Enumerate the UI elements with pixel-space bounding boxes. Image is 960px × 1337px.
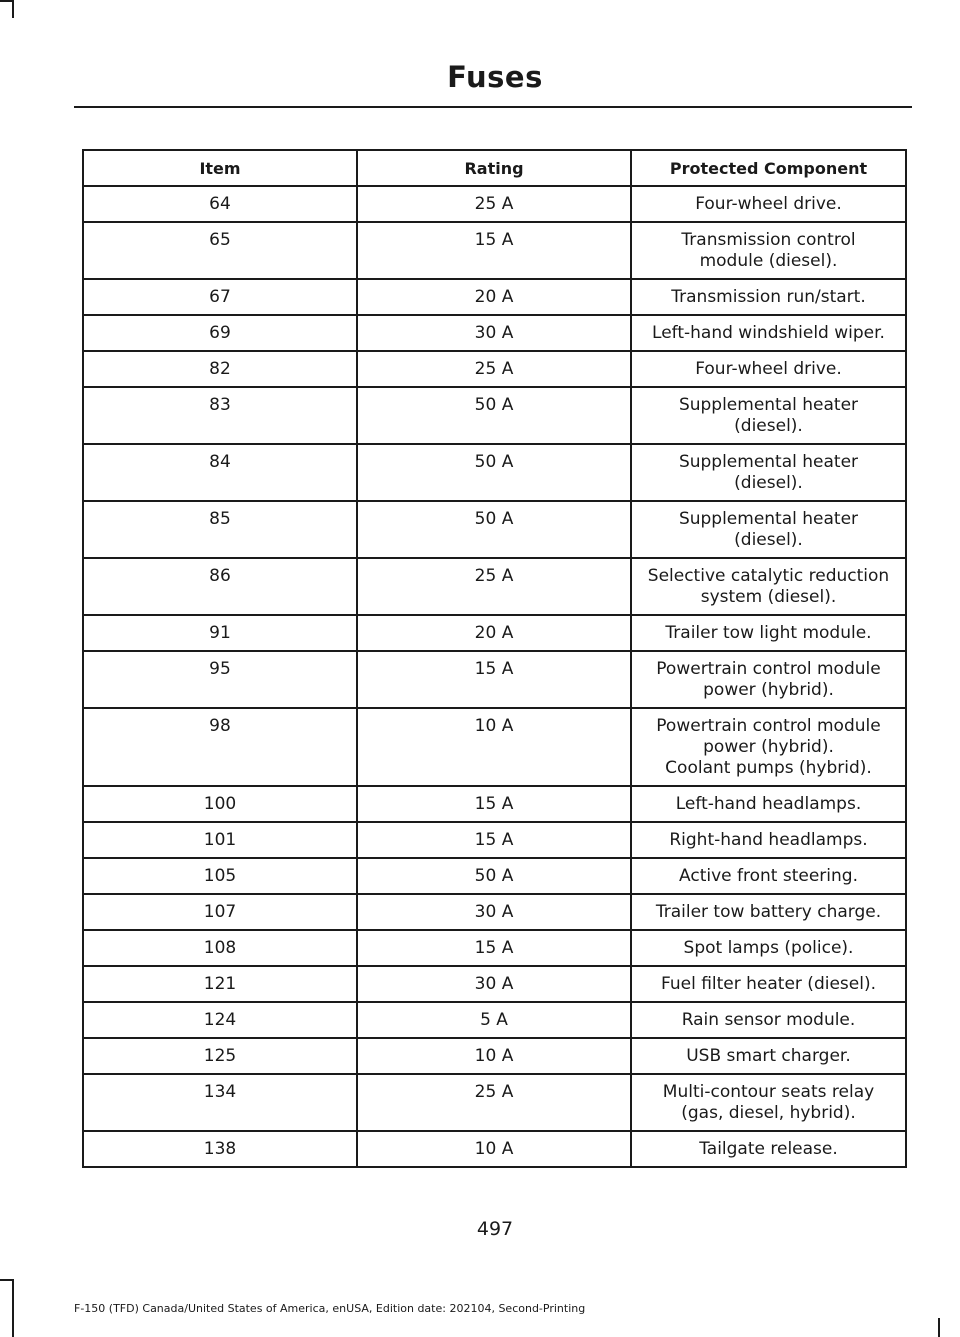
crop-mark-bottom-left-vertical xyxy=(12,1279,14,1337)
table-row xyxy=(83,222,906,279)
table-row xyxy=(83,186,906,222)
cell-rating: 25 A xyxy=(357,1074,631,1131)
cell-rating: 20 A xyxy=(357,279,631,315)
cell-item: 134 xyxy=(83,1074,357,1131)
table-row xyxy=(83,966,906,1002)
cell-item: 67 xyxy=(83,279,357,315)
cell-item: 85 xyxy=(83,501,357,558)
cell-item: 95 xyxy=(83,651,357,708)
cell-protected-component: Powertrain control module power (hybrid). Coolant pumps (hybrid). xyxy=(631,708,906,786)
cell-protected-component: Four-wheel drive. xyxy=(631,351,906,387)
cell-item: 101 xyxy=(83,822,357,858)
table-row xyxy=(83,501,906,558)
cell-item: 69 xyxy=(83,315,357,351)
cell-protected-component: Left-hand windshield wiper. xyxy=(631,315,906,351)
cell-rating: 5 A xyxy=(357,1002,631,1038)
table-row xyxy=(83,444,906,501)
table-row xyxy=(83,351,906,387)
cell-protected-component: Right-hand headlamps. xyxy=(631,822,906,858)
table-row xyxy=(83,786,906,822)
table-row xyxy=(83,894,906,930)
page-title: Fuses xyxy=(447,60,543,94)
cell-protected-component: Trailer tow light module. xyxy=(631,615,906,651)
cell-protected-component: Supplemental heater (diesel). xyxy=(631,387,906,444)
footer-edition-text: F-150 (TFD) Canada/United States of America, enUSA, Edition date: 202104, Second-Printing xyxy=(74,1302,586,1315)
column-header-item: Item xyxy=(83,150,357,186)
cell-item: 86 xyxy=(83,558,357,615)
cell-rating: 15 A xyxy=(357,930,631,966)
cell-rating: 10 A xyxy=(357,1038,631,1074)
cell-rating: 10 A xyxy=(357,708,631,786)
cell-item: 91 xyxy=(83,615,357,651)
cell-rating: 25 A xyxy=(357,186,631,222)
cell-rating: 30 A xyxy=(357,966,631,1002)
cell-rating: 15 A xyxy=(357,651,631,708)
fuse-table-body xyxy=(83,186,906,1167)
cell-item: 84 xyxy=(83,444,357,501)
cell-item: 108 xyxy=(83,930,357,966)
cell-item: 105 xyxy=(83,858,357,894)
cell-rating: 30 A xyxy=(357,315,631,351)
cell-protected-component: Supplemental heater (diesel). xyxy=(631,444,906,501)
table-row xyxy=(83,387,906,444)
table-row xyxy=(83,1131,906,1167)
table-row xyxy=(83,822,906,858)
column-header-rating: Rating xyxy=(357,150,631,186)
cell-protected-component: Selective catalytic reduction system (diesel). xyxy=(631,558,906,615)
table-row xyxy=(83,615,906,651)
cell-rating: 15 A xyxy=(357,222,631,279)
table-row xyxy=(83,930,906,966)
cell-rating: 15 A xyxy=(357,822,631,858)
cell-protected-component: Rain sensor module. xyxy=(631,1002,906,1038)
cell-rating: 15 A xyxy=(357,786,631,822)
table-row xyxy=(83,1002,906,1038)
cell-item: 82 xyxy=(83,351,357,387)
cell-item: 65 xyxy=(83,222,357,279)
crop-mark-top-left-vertical xyxy=(12,0,14,18)
cell-rating: 50 A xyxy=(357,501,631,558)
table-row xyxy=(83,1074,906,1131)
cell-item: 121 xyxy=(83,966,357,1002)
cell-item: 98 xyxy=(83,708,357,786)
page-number: 497 xyxy=(476,1218,514,1240)
title-divider xyxy=(74,106,912,108)
cell-rating: 25 A xyxy=(357,351,631,387)
cell-item: 124 xyxy=(83,1002,357,1038)
table-row xyxy=(83,279,906,315)
cell-protected-component: Powertrain control module power (hybrid). xyxy=(631,651,906,708)
table-row xyxy=(83,858,906,894)
cell-protected-component: Trailer tow battery charge. xyxy=(631,894,906,930)
cell-protected-component: Left-hand headlamps. xyxy=(631,786,906,822)
cell-protected-component: Supplemental heater (diesel). xyxy=(631,501,906,558)
cell-rating: 25 A xyxy=(357,558,631,615)
table-row xyxy=(83,558,906,615)
table-row xyxy=(83,1038,906,1074)
fuse-table xyxy=(82,149,907,1168)
table-row xyxy=(83,651,906,708)
cell-rating: 10 A xyxy=(357,1131,631,1167)
cell-protected-component: Spot lamps (police). xyxy=(631,930,906,966)
cell-item: 125 xyxy=(83,1038,357,1074)
cell-item: 107 xyxy=(83,894,357,930)
table-row xyxy=(83,708,906,786)
crop-mark-bottom-right-vertical xyxy=(938,1318,940,1337)
cell-item: 83 xyxy=(83,387,357,444)
cell-item: 100 xyxy=(83,786,357,822)
cell-protected-component: Multi-contour seats relay (gas, diesel, hybrid). xyxy=(631,1074,906,1131)
cell-rating: 20 A xyxy=(357,615,631,651)
cell-protected-component: USB smart charger. xyxy=(631,1038,906,1074)
table-header-row xyxy=(83,150,906,186)
table-row xyxy=(83,315,906,351)
cell-protected-component: Tailgate release. xyxy=(631,1131,906,1167)
cell-protected-component: Active front steering. xyxy=(631,858,906,894)
cell-protected-component: Fuel filter heater (diesel). xyxy=(631,966,906,1002)
cell-protected-component: Transmission run/start. xyxy=(631,279,906,315)
cell-rating: 50 A xyxy=(357,444,631,501)
cell-rating: 30 A xyxy=(357,894,631,930)
cell-protected-component: Four-wheel drive. xyxy=(631,186,906,222)
cell-rating: 50 A xyxy=(357,858,631,894)
column-header-protected-component: Protected Component xyxy=(631,150,906,186)
cell-protected-component: Transmission control module (diesel). xyxy=(631,222,906,279)
cell-rating: 50 A xyxy=(357,387,631,444)
cell-item: 64 xyxy=(83,186,357,222)
cell-item: 138 xyxy=(83,1131,357,1167)
